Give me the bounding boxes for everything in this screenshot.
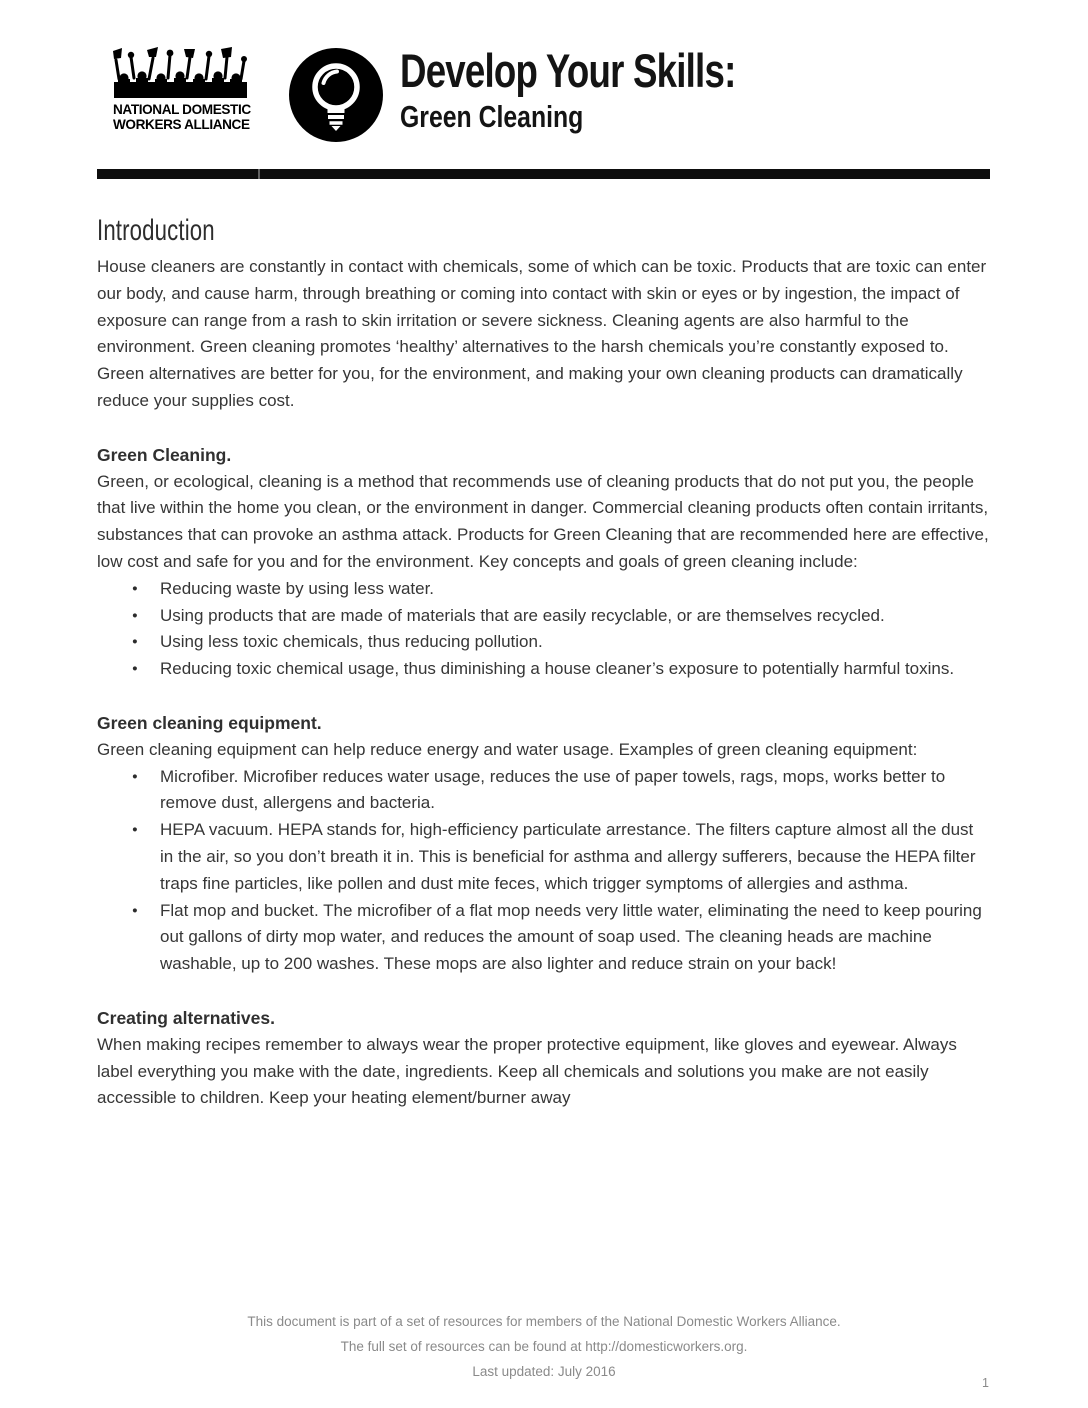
ndwa-logo: [113, 45, 253, 132]
paragraph-green-cleaning: Green, or ecological, cleaning is a method that recommends use of cleaning products that do not put you, the people that live within the home you clean, or the environment in danger. Commercial cleaning products often contain irritants, substances that can provoke an asthma attack. Products for Green Cleaning that are recommended here are effective, low cost and safe for you and for the environment. Key concepts and goals of green cleaning include:: [97, 471, 989, 571]
section-heading-equipment: Green cleaning equipment.: [97, 712, 322, 733]
list-item: ● Reducing toxic chemical usage, thus diminishing a house cleaner’s exposure to potentially harmful toxins.: [160, 656, 990, 683]
list-item: ● Using products that are made of materials that are easily recyclable, or are themselves recycled.: [160, 603, 990, 630]
document-title: Develop Your Skills:: [400, 44, 736, 97]
paragraph-equipment: Green cleaning equipment can help reduce energy and water usage. Examples of green cleaning equipment:: [97, 739, 918, 759]
list-item: ● Using less toxic chemicals, thus reducing pollution.: [160, 629, 990, 656]
section-heading-introduction: Introduction: [97, 214, 215, 247]
ndwa-crowd-icon: [113, 45, 248, 100]
bullet-list-green-cleaning: [97, 576, 990, 683]
ndwa-logo-line1: NATIONAL DOMESTIC: [113, 101, 251, 117]
header-divider: [97, 169, 990, 179]
ndwa-logo-text: [113, 102, 249, 132]
list-item: ● Reducing waste by using less water.: [160, 576, 990, 603]
document-footer: [0, 1309, 1088, 1384]
paragraph-alternatives: When making recipes remember to always wear the proper protective equipment, like gloves and eyewear. Always label everything you make with the date, ingredients. Keep all chemicals and solutions you make are not easily accessible to children. Keep your heating element/burner away: [97, 1034, 957, 1108]
ndwa-logo-line2: WORKERS ALLIANCE: [113, 116, 250, 132]
list-item: ● Flat mop and bucket. The microfiber of a flat mop needs very little water, eliminating the need to keep pouring out gallons of dirty mop water, and reduces the amount of soap used. The cleaning heads are machine washable, up to 200 washes. These mops are also lighter and reduce strain on your back!: [160, 898, 990, 978]
footer-line-1: This document is part of a set of resources for members of the National Domestic Workers Alliance.: [247, 1314, 841, 1329]
section-heading-alternatives: Creating alternatives.: [97, 1007, 275, 1028]
lightbulb-icon: [286, 45, 386, 145]
footer-line-3: Last updated: July 2016: [472, 1364, 616, 1379]
document-header: [97, 0, 990, 145]
list-item: ● Microfiber. Microfiber reduces water usage, reduces the use of paper towels, rags, mops, works better to remove dust, allergens and bacteria.: [160, 764, 990, 818]
divider-notch: [258, 169, 260, 179]
page-number: 1: [982, 1376, 989, 1390]
section-heading-green-cleaning: Green Cleaning.: [97, 444, 232, 465]
footer-line-2: The full set of resources can be found at http://domesticworkers.org.: [340, 1339, 748, 1354]
document-titles: [400, 45, 830, 135]
bullet-list-equipment: [97, 764, 990, 978]
document-body: [97, 215, 990, 1112]
list-item: ● HEPA vacuum. HEPA stands for, high-efficiency particulate arrestance. The filters capture almost all the dust in the air, so you don’t breath it in. This is beneficial for asthma and allergy sufferers, because the HEPA filter traps fine particles, like pollen and dust mite feces, which trigger symptoms of allergies and asthma.: [160, 817, 990, 897]
paragraph-introduction: House cleaners are constantly in contact with chemicals, some of which can be toxic. Products that are toxic can enter our body, and cause harm, through breathing or coming into contact with skin or eyes or by ingestion, the impact of exposure can range from a rash to skin irritation or severe sickness. Cleaning agents are also harmful to the environment. Green cleaning promotes ‘healthy’ alternatives to the harsh chemicals you’re constantly exposed to. Green alternatives are better for you, for the environment, and making your own cleaning products can dramatically reduce your supplies cost.: [97, 257, 987, 410]
document-subtitle: Green Cleaning: [400, 99, 584, 134]
